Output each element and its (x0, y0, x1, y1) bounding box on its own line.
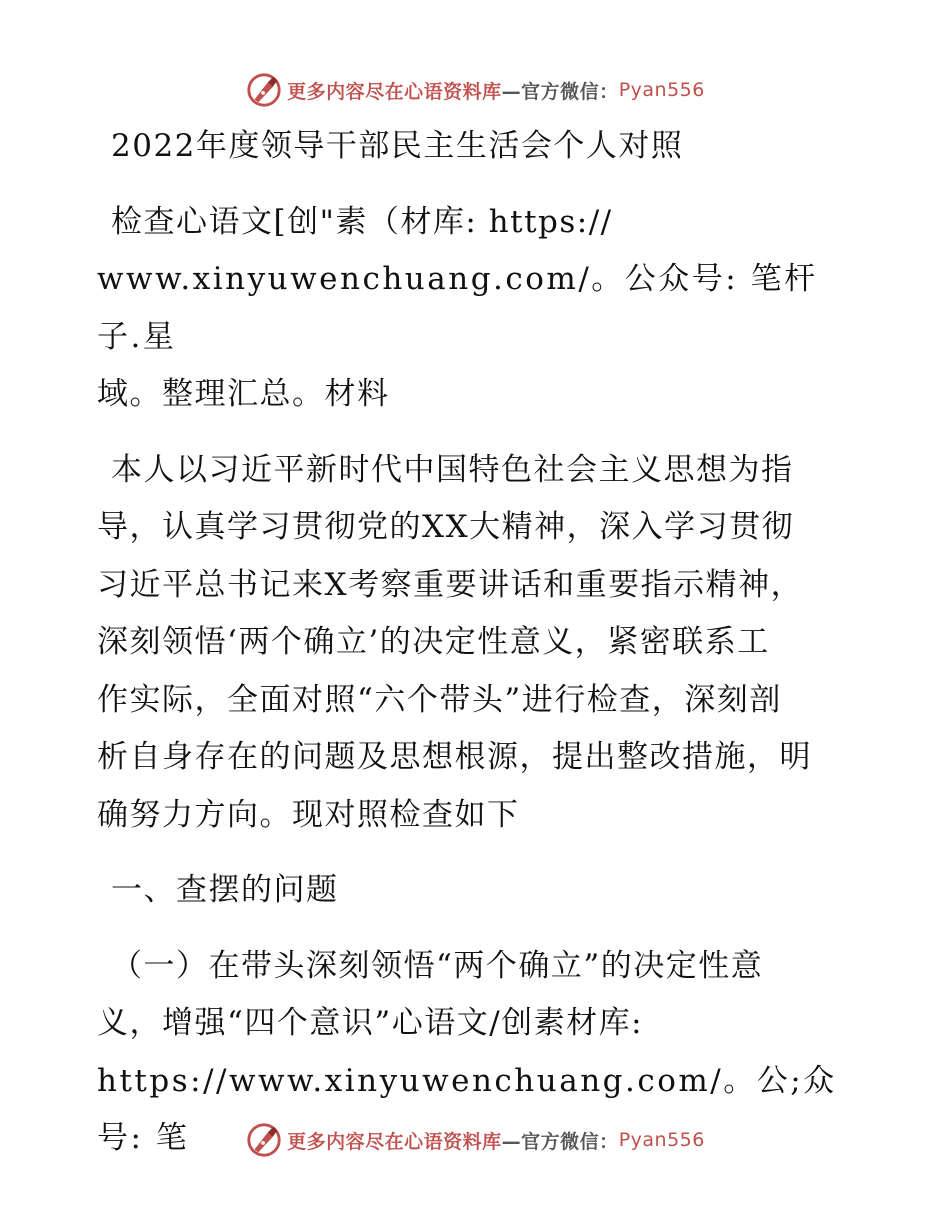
pen-nib-logo-icon (245, 71, 283, 109)
sub1-line-2: 义，增强“四个意识”心语文/创素材库: (97, 1005, 644, 1041)
para1-line-3: 习近平总书记来X考察重要讲话和重要指示精神， (97, 566, 804, 603)
header-watermark-banner (0, 68, 950, 112)
sub1-line-3: https://www.xinyuwenchuang.com/。公;众号: 笔 (97, 1062, 837, 1156)
footer-watermark-banner (0, 1118, 950, 1162)
sub1-line-1: （一）在带头深刻领悟“两个确立”的决定性意 (111, 947, 764, 984)
doc-title-line-3: www.xinyuwenchuang.com/。公众号: 笔杆子.星 (97, 261, 818, 355)
para1-line-4: 深刻领悟‘两个确立’的决定性意义，紧密联系工 (97, 624, 770, 660)
doc-title-line-4: 域。整理汇总。材料 (97, 376, 390, 412)
document-body (97, 118, 857, 1168)
section-1-heading: 一、查摆的问题 (111, 872, 339, 908)
banner-wechat-id: Pyan556 (618, 79, 705, 101)
para1-line-7: 确努力方向。现对照检查如下 (97, 796, 520, 833)
pen-nib-logo-icon (245, 1121, 283, 1159)
banner-separator-text: —官方微信： (501, 1130, 619, 1153)
banner-wechat-id: Pyan556 (618, 1129, 705, 1151)
banner-main-text: 更多内容尽在心语资料库 (287, 1130, 502, 1153)
para1-line-2: 导，认真学习贯彻党的XX大精神，深入学习贯彻 (97, 509, 795, 545)
banner-main-text: 更多内容尽在心语资料库 (287, 80, 502, 103)
banner-separator-text: —官方微信： (501, 80, 619, 103)
doc-title-line-2: 检查心语文[创"素（材库: https:// (111, 203, 613, 240)
para1-line-5: 作实际，全面对照“六个带头”进行检查，深刻剖 (97, 681, 782, 718)
doc-title-line-1: 2022年度领导干部民主生活会个人对照 (111, 128, 684, 164)
para1-line-1: 本人以习近平新时代中国特色社会主义思想为指 (111, 451, 794, 488)
para1-line-6: 析自身存在的问题及思想根源，提出整改措施，明 (97, 739, 812, 775)
